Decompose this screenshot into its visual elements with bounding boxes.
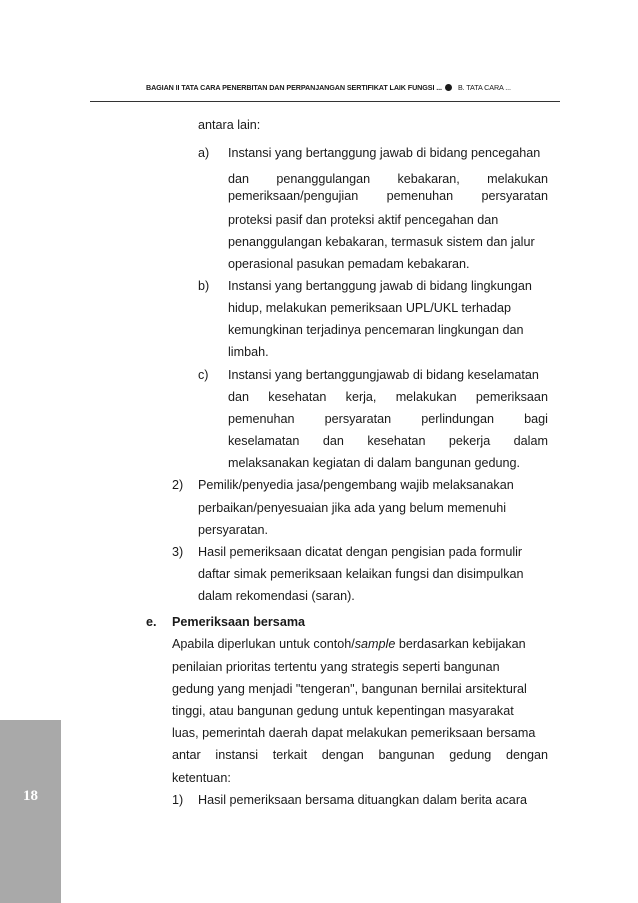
header-section: B. TATA CARA ... (457, 83, 511, 92)
word: antar (172, 748, 201, 762)
section-e-line-4: tinggi, atau bangunan gedung untuk kepentingan masyarakat (172, 704, 514, 718)
item-c-line-2 (228, 389, 548, 405)
item-e1-line-1: Hasil pemeriksaan bersama dituangkan dalam berita acara (198, 793, 528, 807)
item-a-line-1: Instansi yang bertanggung jawab di bidang pencegahan (228, 146, 541, 160)
text-segment: berdasarkan kebijakan (395, 637, 526, 651)
page-number: 18 (23, 788, 38, 804)
word: pemeriksaan/pengujian (228, 189, 359, 203)
word: penanggulangan (276, 172, 371, 186)
word: bagi (524, 412, 548, 426)
word: pemenuhan (228, 412, 295, 426)
header-rule (90, 101, 560, 102)
item-c-line-3 (228, 411, 548, 427)
list-marker-c: c) (198, 368, 209, 382)
word: instansi (215, 748, 259, 762)
section-e-line-5: luas, pemerintah daerah dapat melakukan pemeriksaan bersama (172, 726, 536, 740)
item-3-line-3: dalam rekomendasi (saran). (198, 589, 355, 603)
section-e-line-7: ketentuan: (172, 771, 231, 785)
list-marker-e1: 1) (172, 793, 184, 807)
item-a-line-6: operasional pasukan pemadam kebakaran. (228, 257, 470, 271)
word: dan (322, 434, 344, 448)
word: dan (228, 172, 250, 186)
word: perlindungan (421, 412, 495, 426)
item-a-line-3 (228, 188, 548, 204)
section-e-title: Pemeriksaan bersama (172, 615, 306, 629)
item-3-line-1: Hasil pemeriksaan dicatat dengan pengisian pada formulir (198, 545, 523, 559)
word: terkait (272, 748, 308, 762)
intro-text: antara lain: (198, 118, 261, 132)
section-e-line-2: penilaian prioritas tertentu yang strategis seperti bangunan (172, 660, 500, 674)
word: gedung (449, 748, 492, 762)
section-e-line-3: gedung yang menjadi "tengeran", bangunan bernilai arsitektural (172, 682, 527, 696)
header-title: BAGIAN II TATA CARA PENERBITAN DAN PERPANJANGAN SERTIFIKAT LAIK FUNGSI ... (146, 83, 442, 92)
word: dan (228, 390, 250, 404)
item-a-line-4: proteksi pasif dan proteksi aktif pencegahan dan (228, 213, 499, 227)
bullet-dot-icon (445, 84, 452, 91)
word: bangunan (378, 748, 435, 762)
item-c-line-4 (228, 433, 548, 449)
item-a-line-2 (228, 171, 548, 187)
word: kebakaran, (397, 172, 460, 186)
item-b-line-4: limbah. (228, 345, 269, 359)
running-header (146, 83, 551, 97)
item-3-line-2: daftar simak pemeriksaan kelaikan fungsi dan disimpulkan (198, 567, 524, 581)
item-2-line-3: persyaratan. (198, 523, 269, 537)
item-2-line-2: perbaikan/penyesuaian jika ada yang belum memenuhi (198, 501, 507, 515)
item-a-line-5: penanggulangan kebakaran, termasuk sistem dan jalur (228, 235, 535, 249)
word: pemenuhan (386, 189, 454, 203)
list-marker-a: a) (198, 146, 210, 160)
item-b-line-2: hidup, melakukan pemeriksaan UPL/UKL terhadap (228, 301, 512, 315)
list-marker-2: 2) (172, 478, 184, 492)
list-marker-b: b) (198, 279, 210, 293)
list-marker-3: 3) (172, 545, 184, 559)
word: pemeriksaan (475, 390, 548, 404)
item-c-line-1: Instansi yang bertanggungjawab di bidang keselamatan (228, 368, 539, 382)
word: dengan (321, 748, 364, 762)
word: melakukan (395, 390, 457, 404)
word: dalam (513, 434, 548, 448)
item-b-line-1: Instansi yang bertanggung jawab di bidang lingkungan (228, 279, 532, 293)
italic-term: sample (354, 637, 396, 651)
word: dengan (505, 748, 548, 762)
item-c-line-5: melaksanakan kegiatan di dalam bangunan gedung. (228, 456, 520, 470)
word: melakukan (487, 172, 548, 186)
item-2-line-1: Pemilik/penyedia jasa/pengembang wajib melaksanakan (198, 478, 514, 492)
word: kesehatan (367, 434, 426, 448)
word: kesehatan (268, 390, 327, 404)
word: persyaratan (324, 412, 392, 426)
word: persyaratan (481, 189, 548, 203)
page-sidebar-band (0, 720, 61, 903)
word: pekerja (448, 434, 491, 448)
word: keselamatan (228, 434, 300, 448)
section-e-marker: e. (146, 615, 157, 629)
section-e-line-6 (172, 747, 548, 763)
text-segment: Apabila diperlukan untuk contoh/ (172, 637, 355, 651)
item-b-line-3: kemungkinan terjadinya pencemaran lingkungan dan (228, 323, 524, 337)
section-e-line-1 (172, 636, 526, 652)
word: kerja, (345, 390, 377, 404)
